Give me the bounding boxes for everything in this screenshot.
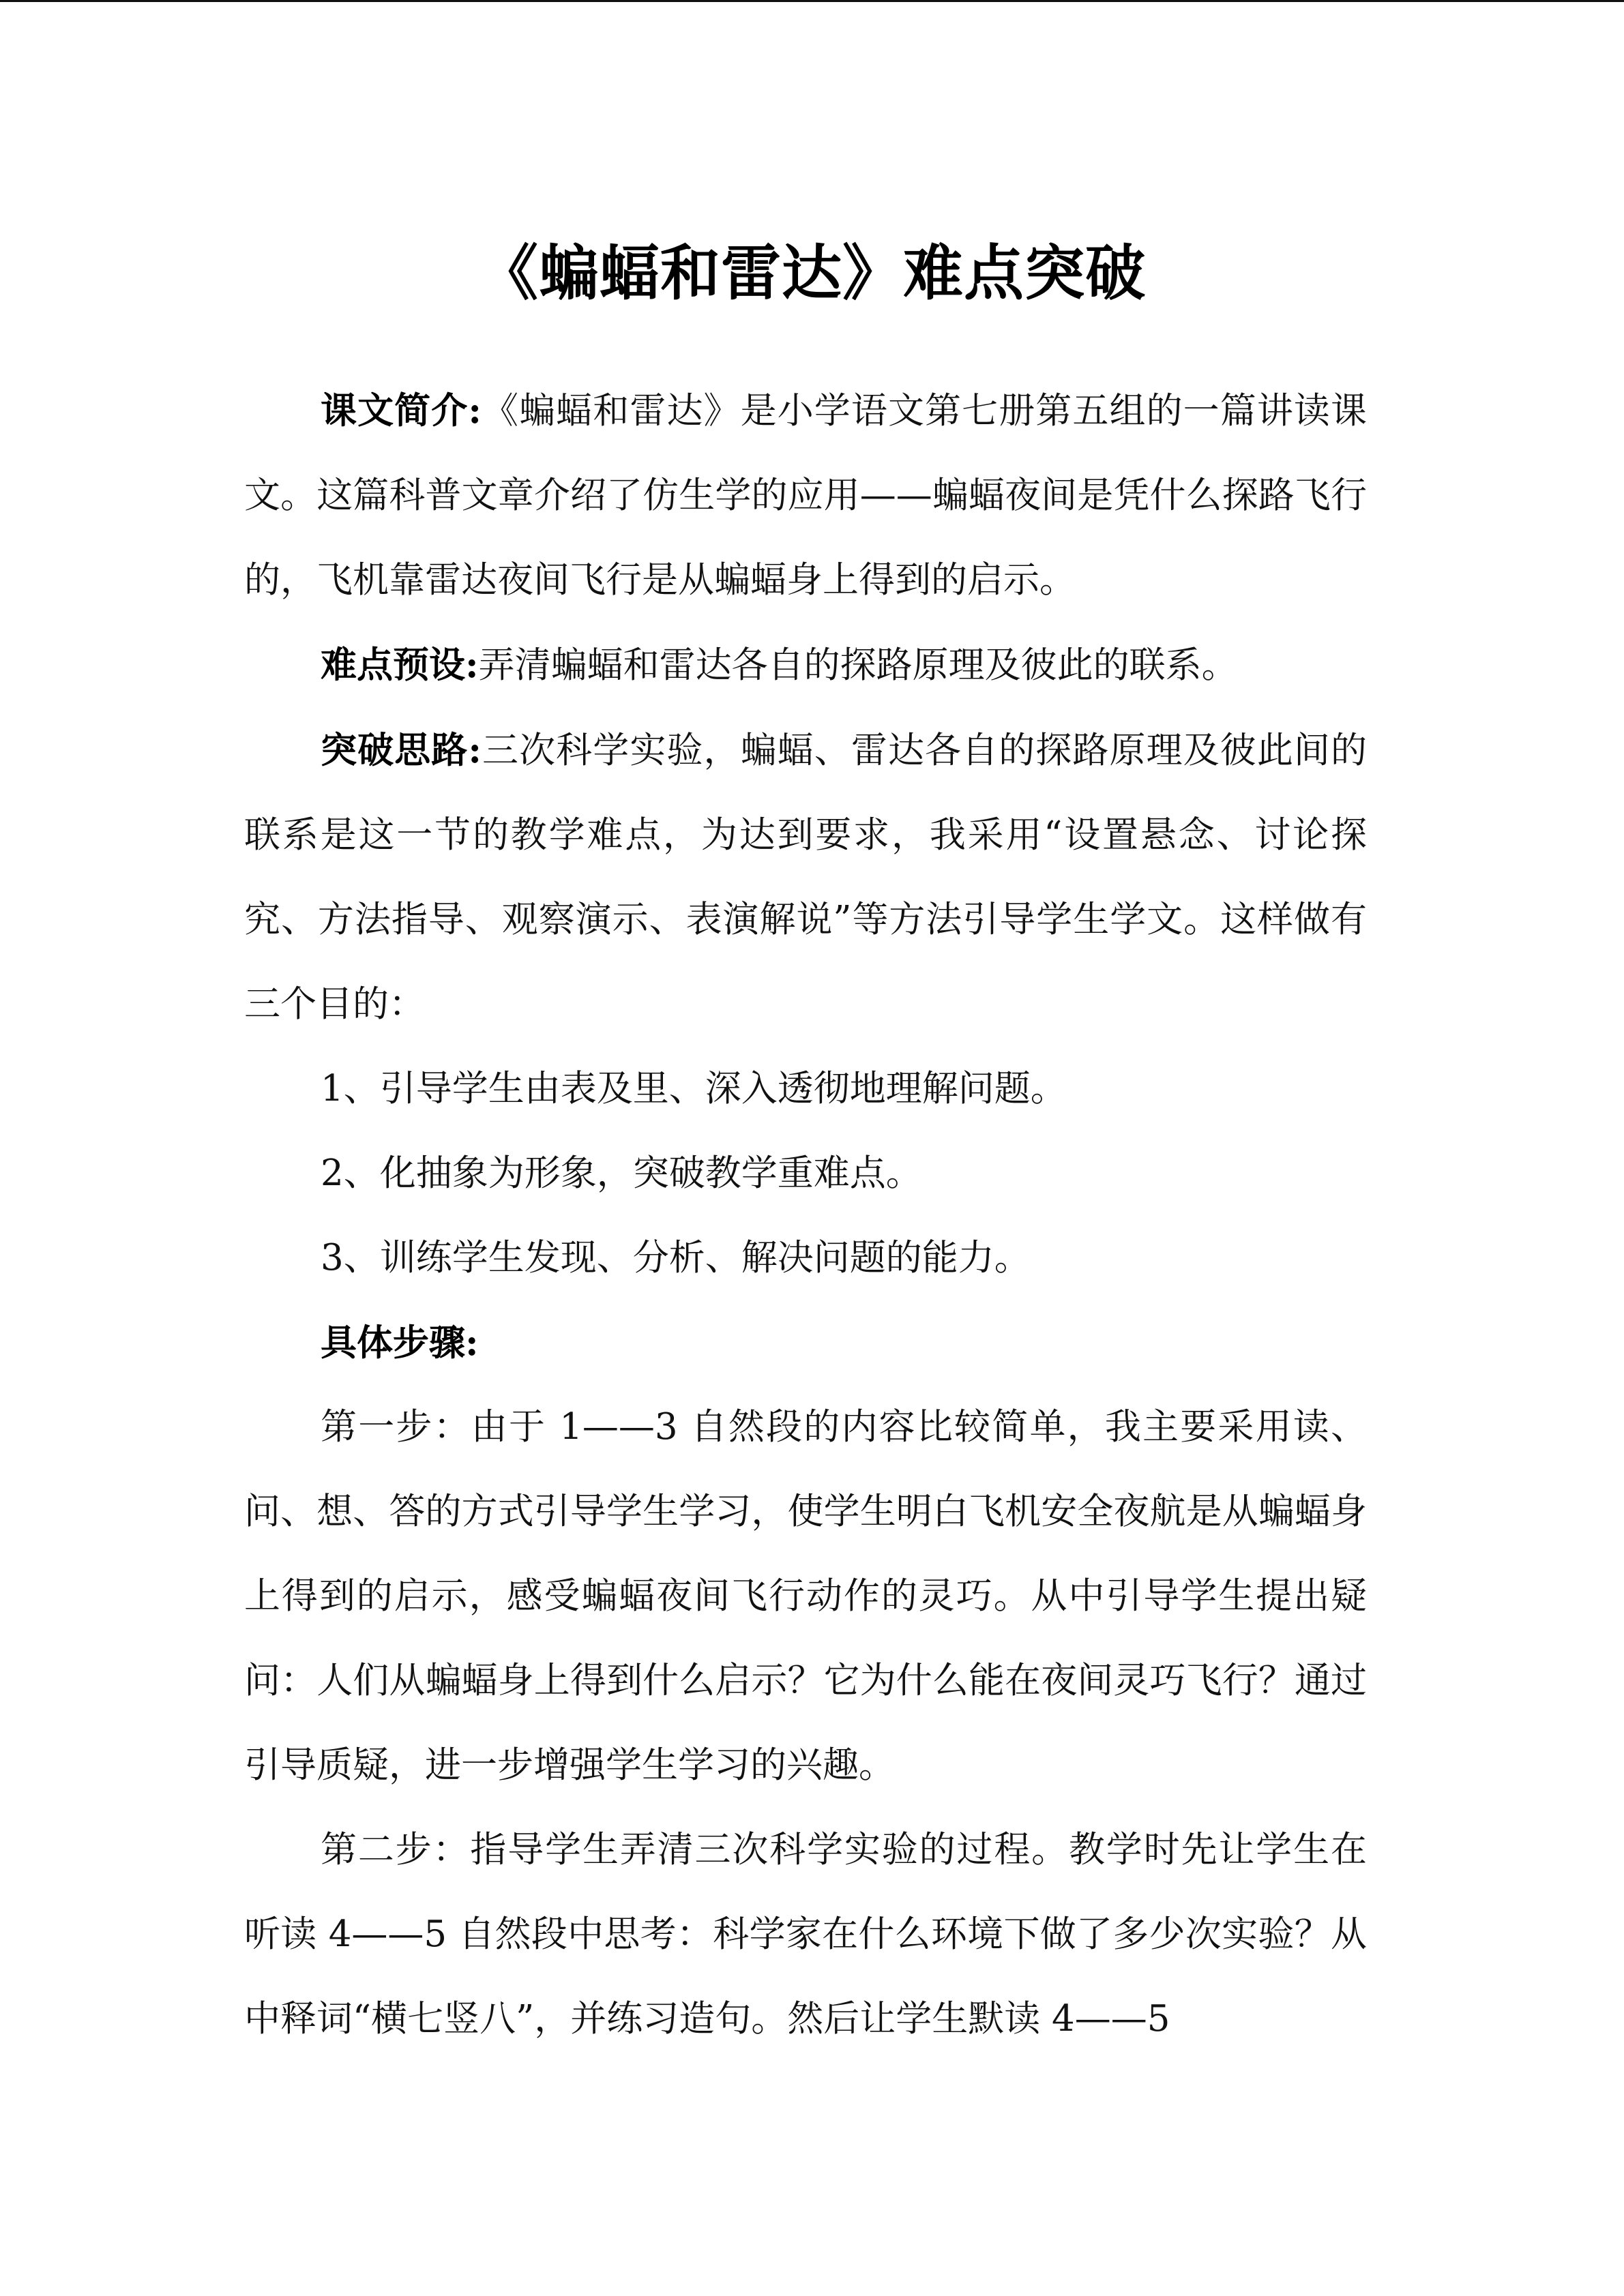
intro-label: 课文简介: <box>321 389 482 432</box>
intro-paragraph <box>244 368 1367 623</box>
goal-item-2: 2、化抽象为形象，突破教学重难点。 <box>321 1152 922 1194</box>
page-title: 《蝙蝠和雷达》难点突破 <box>477 237 1146 308</box>
goal-item-1: 1、引导学生由表及里、深入透彻地理解问题。 <box>321 1068 1067 1109</box>
goal-item-3: 3、训练学生发现、分析、解决问题的能力。 <box>321 1237 1031 1279</box>
approach-paragraph <box>244 708 1367 1047</box>
difficulty-paragraph <box>244 623 1367 708</box>
difficulty-text: 弄清蝙蝠和雷达各自的探路原理及彼此的联系。 <box>478 644 1238 686</box>
difficulty-label: 难点预设: <box>321 644 479 686</box>
top-border-line <box>0 0 1624 2</box>
approach-label: 突破思路: <box>321 729 482 771</box>
approach-text: 三次科学实验，蝙蝠、雷达各自的探路原理及彼此间的联系是这一节的教学难点，为达到要求，我采用“设置悬念、讨论探究、方法指导、观察演示、表演解说”等方法引导学生学文。这样做有三个目的： <box>244 730 1367 1025</box>
steps-heading: 具体步骤: <box>321 1322 479 1364</box>
step1-paragraph: 第一步：由于 1——3 自然段的内容比较简单，我主要采用读、问、想、答的方式引导学生学习，使学生明白飞机安全夜航是从蝙蝠身上得到的启示，感受蝙蝠夜间飞行动作的灵巧。从中引导学生提出疑问：人们从蝙蝠身上得到什么启示？它为什么能在夜间灵巧飞行？通过引导质疑，进一步增强学生学习的兴趣。 <box>244 1406 1367 1786</box>
step2-paragraph: 第二步：指导学生弄清三次科学实验的过程。教学时先让学生在听读 4——5 自然段中思考：科学家在什么环境下做了多少次实验？从中释词“横七竖八”，并练习造句。然后让学生默读 4——5 <box>244 1829 1367 2040</box>
intro-text: 《蝙蝠和雷达》是小学语文第七册第五组的一篇讲读课文。这篇科普文章介绍了仿生学的应用——蝙蝠夜间是凭什么探路飞行的，飞机靠雷达夜间飞行是从蝙蝠身上得到的启示。 <box>244 390 1367 601</box>
document-body <box>244 368 1367 2061</box>
